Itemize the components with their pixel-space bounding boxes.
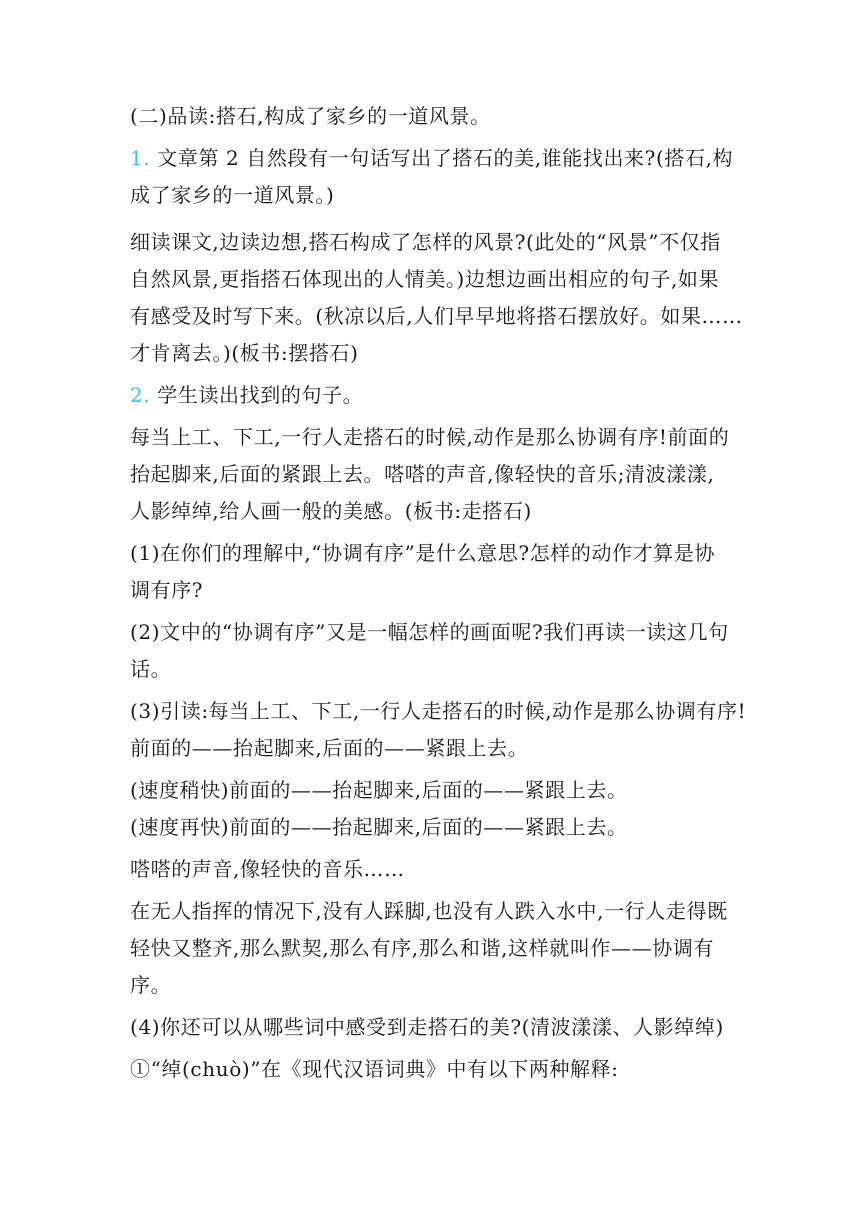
paragraph-line: 调有序? [130, 578, 204, 602]
paragraph-line: (速度稍快)前面的——抬起脚来,后面的——紧跟上去。 [130, 778, 628, 802]
paragraph-line: (4)你还可以从哪些词中感受到走搭石的美?(清波漾漾、人影绰绰) [130, 1015, 724, 1039]
paragraph-line [130, 380, 363, 410]
paragraph-line: (2)文中的“协调有序”又是一幅怎样的画面呢?我们再读一读这几句 [130, 620, 729, 644]
paragraph-line: 细读课文,边读边想,搭石构成了怎样的风景?(此处的“风景”不仅指 [130, 230, 721, 254]
paragraph-line: 嗒嗒的声音,像轻快的音乐…… [130, 857, 405, 881]
paragraph-line: 序。 [130, 973, 172, 997]
paragraph-line: 前面的——抬起脚来,后面的——紧跟上去。 [130, 736, 529, 760]
list-number: 1. [130, 146, 151, 170]
paragraph-line: 才肯离去。)(板书:摆搭石) [130, 341, 359, 365]
paragraph-line: 每当上工、下工,一行人走搭石的时候,动作是那么协调有序!前面的 [130, 425, 730, 449]
paragraph-line [130, 143, 733, 173]
paragraph-line: (1)在你们的理解中,“协调有序”是什么意思?怎样的动作才算是协 [130, 541, 716, 565]
paragraph-line: 成了家乡的一道风景。) [130, 183, 335, 207]
paragraph-line: 人影绰绰,给人画一般的美感。(板书:走搭石) [130, 499, 532, 523]
paragraph-line: (3)引读:每当上工、下工,一行人走搭石的时候,动作是那么协调有序! [130, 699, 747, 723]
paragraph-line: ①“绰(chuò)”在《现代汉语词典》中有以下两种解释: [130, 1057, 619, 1081]
paragraph-line: (速度再快)前面的——抬起脚来,后面的——紧跟上去。 [130, 815, 628, 839]
list-number: 2. [130, 383, 151, 407]
paragraph-line: 在无人指挥的情况下,没有人踩脚,也没有人跌入水中,一行人走得既 [130, 899, 728, 923]
paragraph-line: 抬起脚来,后面的紧跟上去。嗒嗒的声音,像轻快的音乐;清波漾漾, [130, 462, 715, 486]
line-text: 学生读出找到的句子。 [150, 383, 364, 407]
paragraph-line: 轻快又整齐,那么默契,那么有序,那么和谐,这样就叫作——协调有 [130, 936, 715, 960]
line-text: 文章第 2 自然段有一句话写出了搭石的美,谁能找出来?(搭石,构 [150, 146, 734, 170]
paragraph-line: 自然风景,更指搭石体现出的人情美。)边想边画出相应的句子,如果 [130, 267, 720, 291]
section-heading: (二)品读:搭石,构成了家乡的一道风景。 [130, 104, 491, 128]
paragraph-line: 话。 [130, 657, 172, 681]
paragraph-line: 有感受及时写下来。(秋凉以后,人们早早地将搭石摆放好。如果…… [130, 304, 743, 328]
